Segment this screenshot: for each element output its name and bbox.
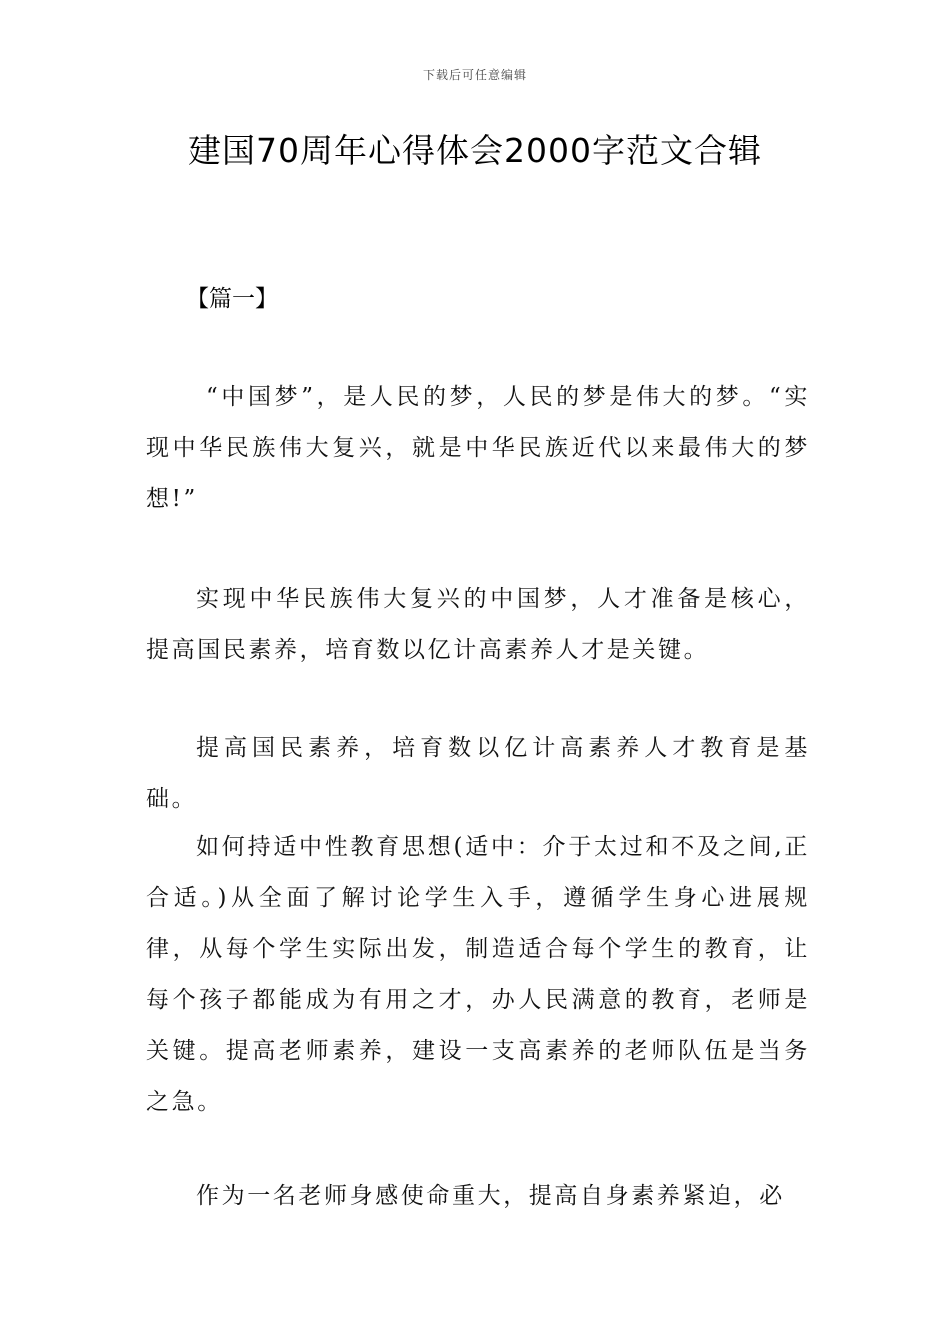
paragraph-2: 实现中华民族伟大复兴的中国梦，人才准备是核心，提高国民素养，培育数以亿计高素养人才是关键。 [146, 586, 810, 663]
paragraph-4: 如何持适中性教育思想(适中：介于太过和不及之间,正合适。)从全面了解讨论学生入手，遵循学生身心进展规律，从每个学生实际出发，制造适合每个学生的教育，让每个孩子都能成为有用之才，办人民满意的教育，老师是关键。提高老师素养，建设一支高素养的老师队伍是当务之急。 [146, 834, 810, 1115]
section-heading: 【篇一】 [186, 286, 278, 312]
paragraph-1: “中国梦”，是人民的梦，人民的梦是伟大的梦。“实现中华民族伟大复兴，就是中华民族近代以来最伟大的梦想!” [146, 384, 810, 512]
header-note: 下载后可任意编辑 [422, 68, 527, 82]
document-title: 建国70周年心得体会2000字范文合辑 [188, 131, 762, 170]
paragraph-3: 提高国民素养，培育数以亿计高素养人才教育是基础。 [146, 735, 810, 812]
paragraph-5: 作为一名老师身感使命重大，提高自身素养紧迫，必 [196, 1183, 785, 1209]
